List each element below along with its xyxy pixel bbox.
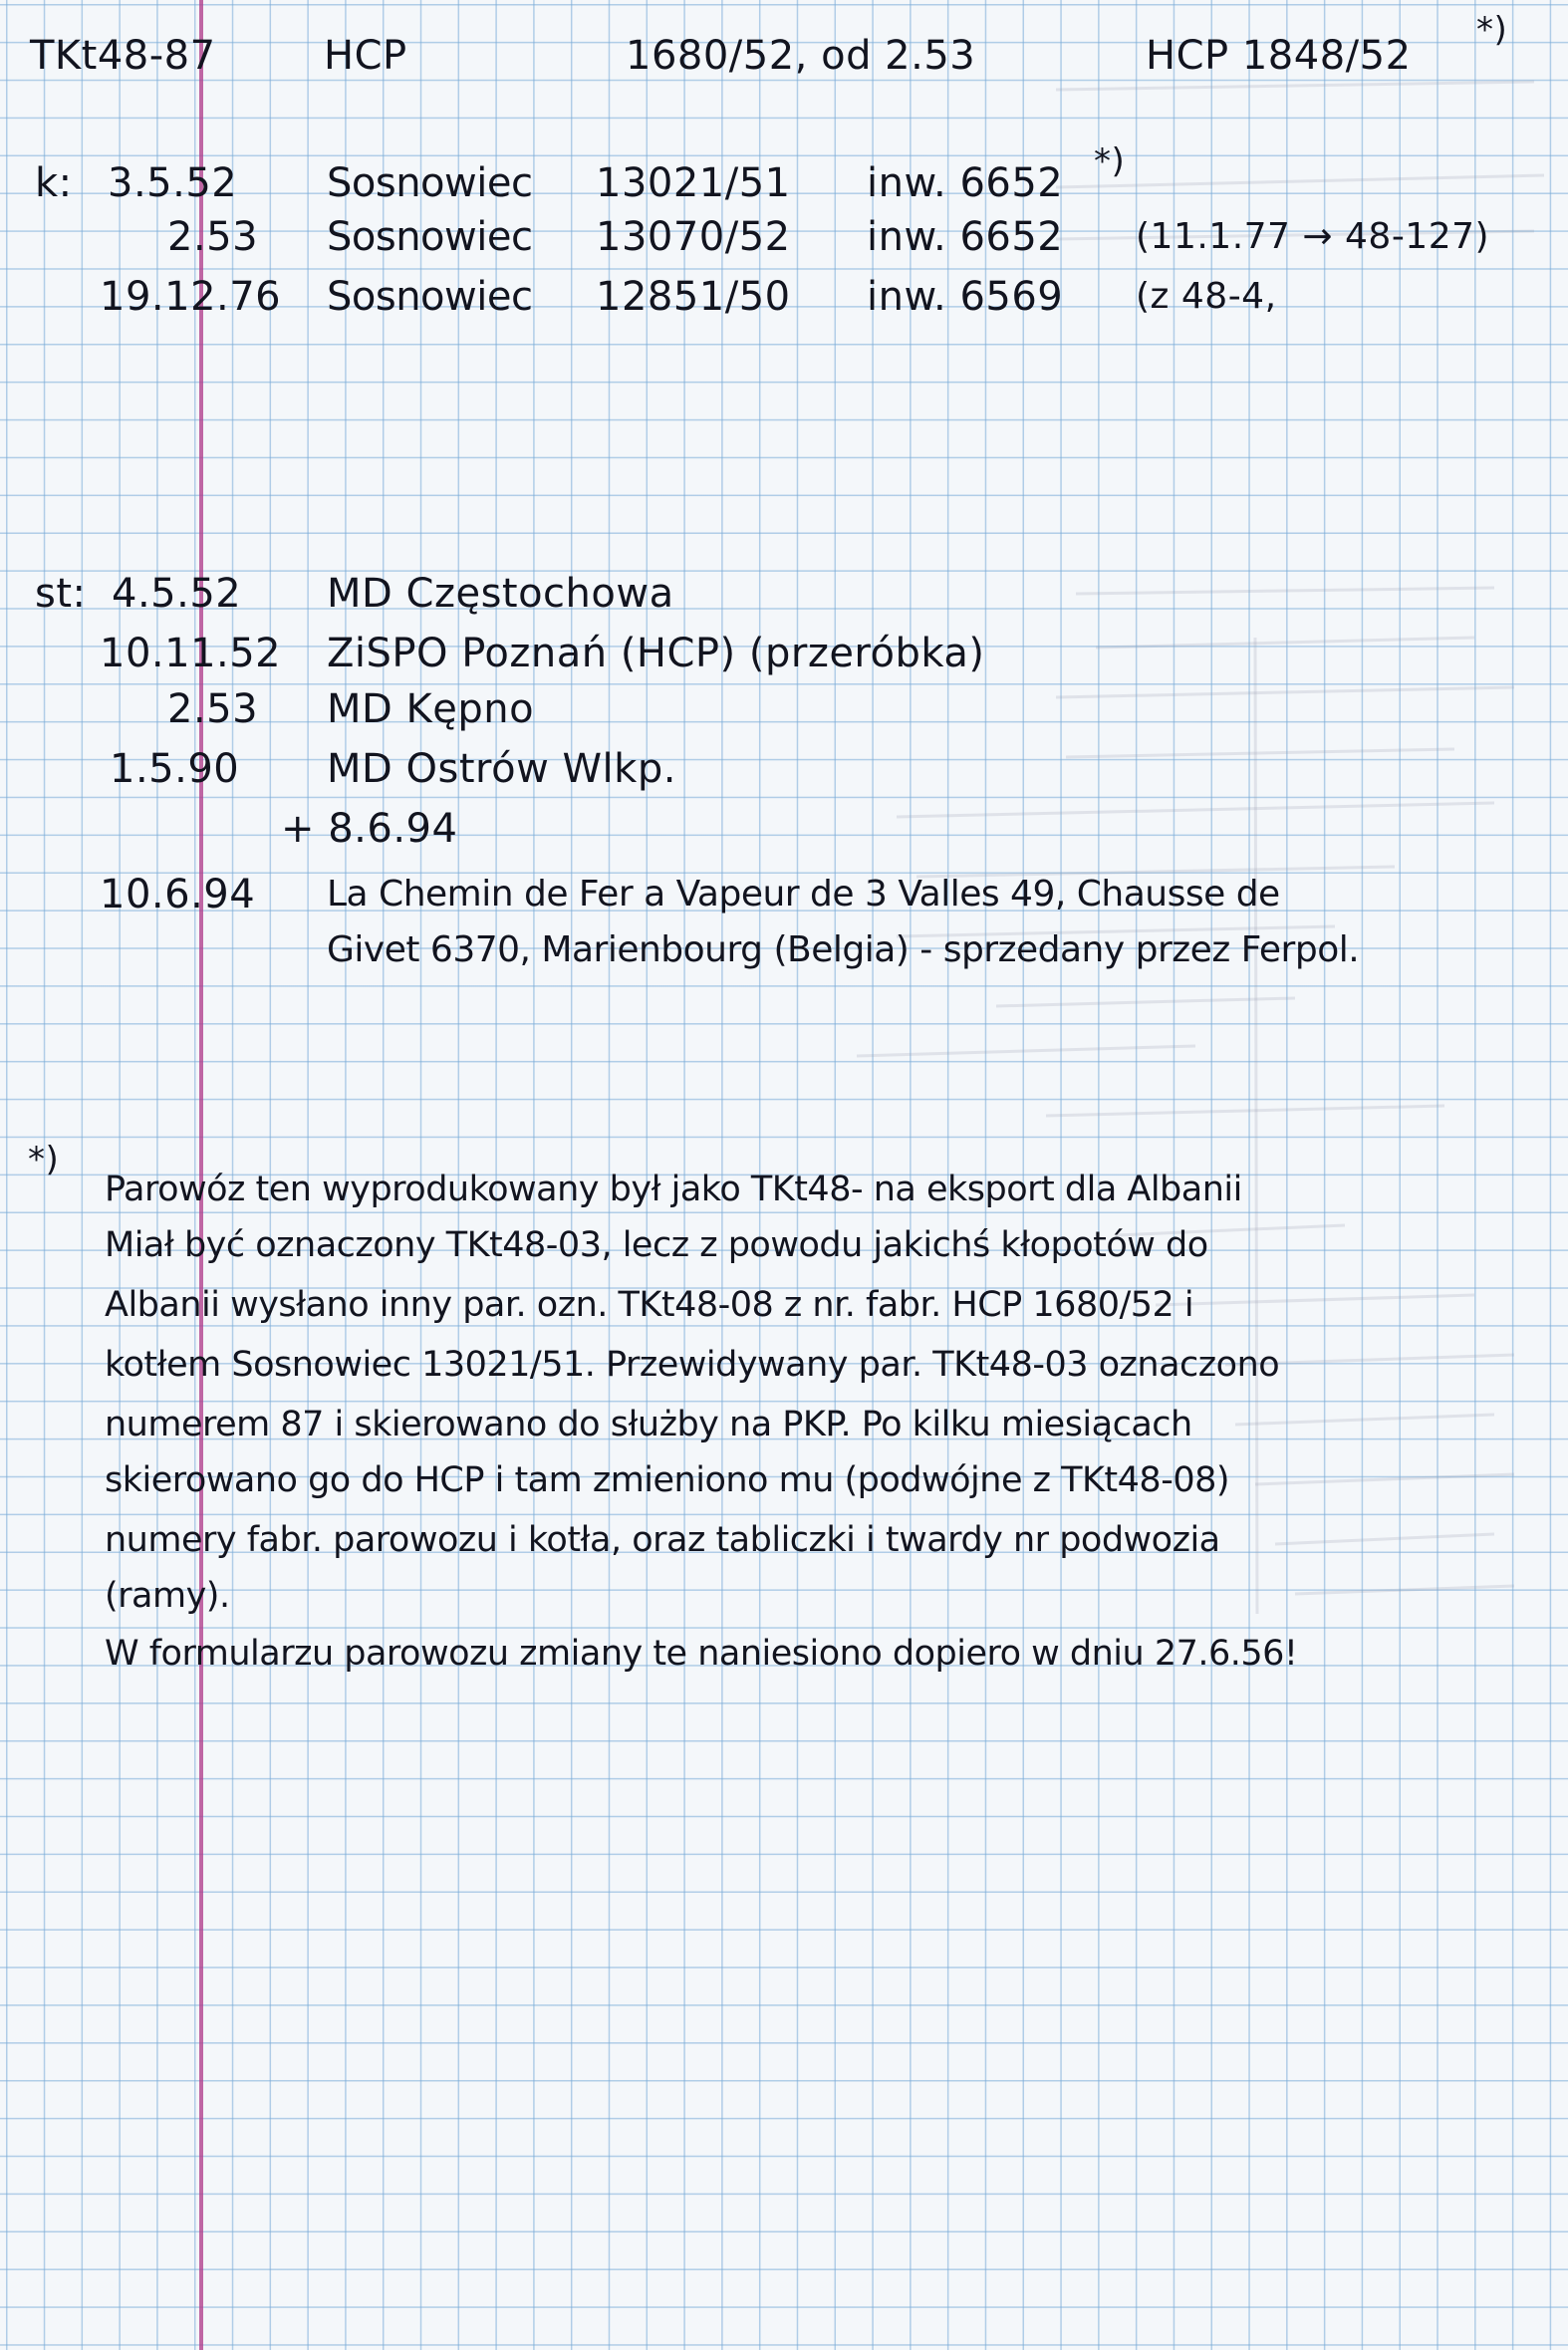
station-entry: La Chemin de Fer a Vapeur de 3 Valles 49, Chausse de xyxy=(327,874,1280,914)
boiler-place: Sosnowiec xyxy=(327,214,533,260)
footnote-line: skierowano go do HCP i tam zmieniono mu (podwójne z TKt48-08) xyxy=(105,1460,1230,1500)
header-footnote-mark: *) xyxy=(1476,10,1508,50)
station-entry: MD Częstochowa xyxy=(327,571,674,617)
manufacturer: HCP xyxy=(324,33,407,79)
station-date: 10.6.94 xyxy=(100,872,256,917)
withdrawal-date: + 8.6.94 xyxy=(281,806,458,852)
boiler-inventory: inw. 6652 xyxy=(867,214,1064,260)
boiler-number: 13021/51 xyxy=(596,160,791,206)
station-date: 10.11.52 xyxy=(100,631,282,676)
station-entry-continued: Givet 6370, Marienbourg (Belgia) - sprzedany przez Ferpol. xyxy=(327,929,1360,970)
factory-number-new: HCP 1848/52 xyxy=(1146,33,1412,79)
footnote-line: kotłem Sosnowiec 13021/51. Przewidywany par. TKt48-03 oznaczono xyxy=(105,1345,1280,1385)
boiler-section-label: k: xyxy=(35,160,73,206)
boiler-number: 13070/52 xyxy=(596,214,791,260)
factory-number: 1680/52, od 2.53 xyxy=(626,33,976,79)
footnote-mark: *) xyxy=(28,1140,60,1179)
station-entry: MD Kępno xyxy=(327,686,535,732)
station-entry: ZiSPO Poznań (HCP) (przeróbka) xyxy=(327,631,985,676)
boiler-inventory: inw. 6569 xyxy=(867,274,1064,320)
boiler-note: (11.1.77 → 48-127) xyxy=(1136,216,1490,257)
boiler-note: *) xyxy=(1094,141,1126,181)
boiler-inventory: inw. 6652 xyxy=(867,160,1064,206)
boiler-place: Sosnowiec xyxy=(327,160,533,206)
boiler-date: 19.12.76 xyxy=(100,274,282,320)
station-section-label: st: xyxy=(35,571,87,617)
boiler-number: 12851/50 xyxy=(596,274,791,320)
locomotive-designation: TKt48-87 xyxy=(30,33,216,79)
footnote-line: numery fabr. parowozu i kotła, oraz tabliczki i twardy nr podwozia xyxy=(105,1520,1220,1560)
station-date: 1.5.90 xyxy=(110,746,240,792)
boiler-date: 2.53 xyxy=(167,214,259,260)
footnote-line: W formularzu parowozu zmiany te naniesiono dopiero w dniu 27.6.56! xyxy=(105,1634,1298,1674)
boiler-place: Sosnowiec xyxy=(327,274,533,320)
boiler-note: (z 48-4, xyxy=(1136,276,1277,317)
station-entry: MD Ostrów Wlkp. xyxy=(327,746,676,792)
footnote-line: Parowóz ten wyprodukowany był jako TKt48- na eksport dla Albanii xyxy=(105,1170,1242,1209)
station-date: 2.53 xyxy=(167,686,259,732)
station-date: 4.5.52 xyxy=(112,571,242,617)
footnote-line: Miał być oznaczony TKt48-03, lecz z powodu jakichś kłopotów do xyxy=(105,1225,1208,1265)
footnote-line: numerem 87 i skierowano do służby na PKP. Po kilku miesiącach xyxy=(105,1405,1192,1444)
boiler-date: 3.5.52 xyxy=(108,160,238,206)
footnote-line: Albanii wysłano inny par. ozn. TKt48-08 z nr. fabr. HCP 1680/52 i xyxy=(105,1285,1194,1325)
footnote-line: (ramy). xyxy=(105,1576,230,1616)
